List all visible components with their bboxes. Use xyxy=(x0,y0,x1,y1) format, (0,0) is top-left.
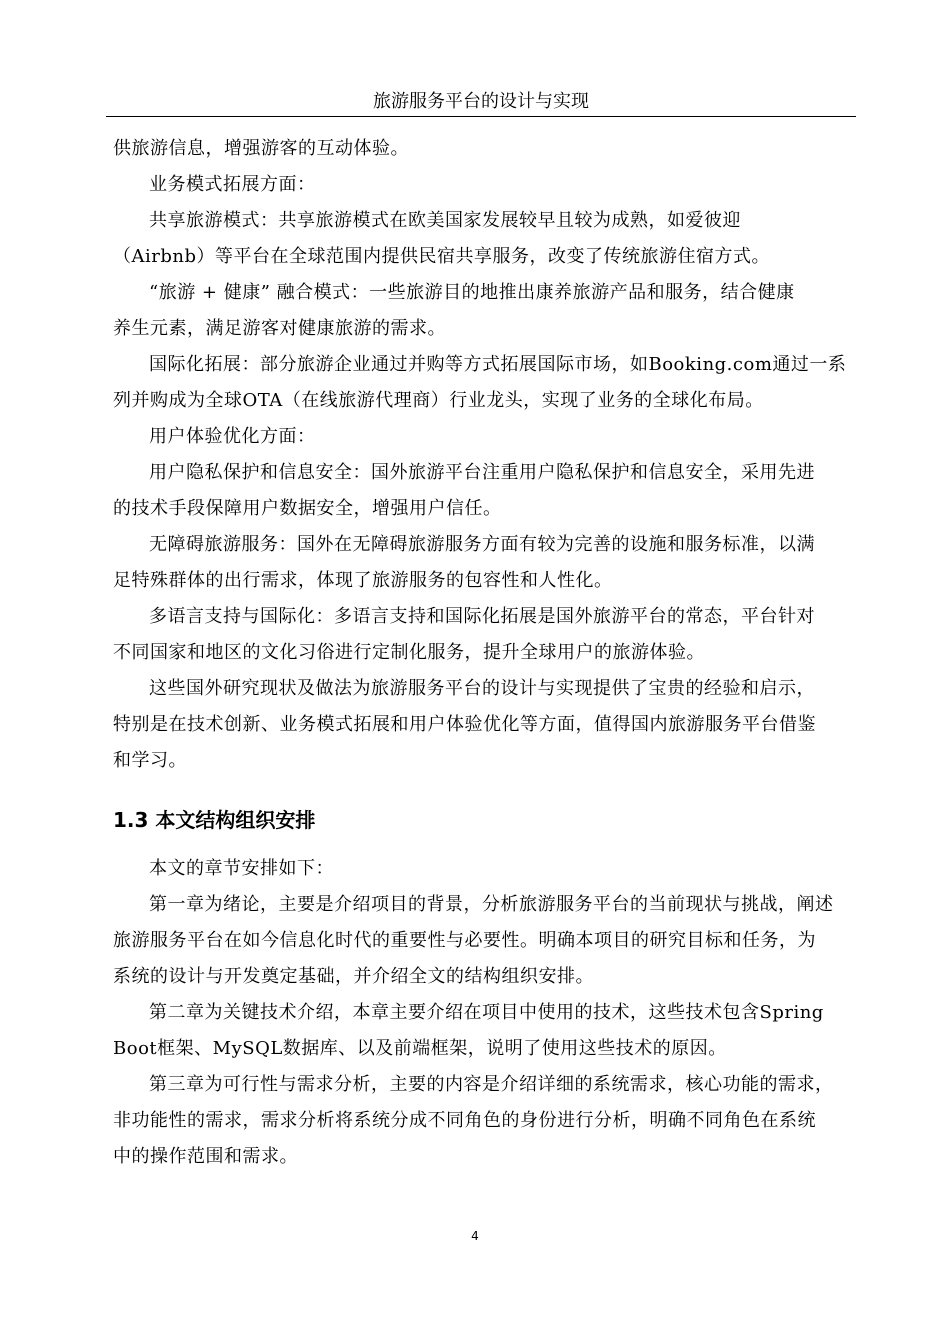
body-text-line: 本文的章节安排如下： xyxy=(149,858,334,879)
subheading-business-model: 业务模式拓展方面： xyxy=(149,174,316,195)
body-text-line: 养生元素，满足游客对健康旅游的需求。 xyxy=(113,318,446,339)
body-text-line: 国际化拓展：部分旅游企业通过并购等方式拓展国际市场，如Booking.com通过一系 xyxy=(149,354,847,375)
body-text-line: 系统的设计与开发奠定基础，并介绍全文的结构组织安排。 xyxy=(113,966,594,987)
body-text-line: 这些国外研究现状及做法为旅游服务平台的设计与实现提供了宝贵的经验和启示， xyxy=(149,678,815,699)
body-text-line: 供旅游信息，增强游客的互动体验。 xyxy=(113,138,409,159)
body-text-line: 多语言支持与国际化：多语言支持和国际化拓展是国外旅游平台的常态，平台针对 xyxy=(149,606,815,627)
body-text-line: 用户隐私保护和信息安全：国外旅游平台注重用户隐私保护和信息安全，采用先进 xyxy=(149,462,815,483)
body-text-line: “旅游 + 健康” 融合模式：一些旅游目的地推出康养旅游产品和服务，结合健康 xyxy=(149,282,795,303)
body-text-line: 非功能性的需求，需求分析将系统分成不同角色的身份进行分析，明确不同角色在系统 xyxy=(113,1110,816,1131)
body-text-line: Boot框架、MySQL数据库、以及前端框架，说明了使用这些技术的原因。 xyxy=(113,1038,727,1059)
body-text-line: 和学习。 xyxy=(113,750,187,771)
body-text-line: 列并购成为全球OTA（在线旅游代理商）行业龙头，实现了业务的全球化布局。 xyxy=(113,390,764,411)
body-text-line: 旅游服务平台在如今信息化时代的重要性与必要性。明确本项目的研究目标和任务，为 xyxy=(113,930,816,951)
body-text-line: 的技术手段保障用户数据安全，增强用户信任。 xyxy=(113,498,502,519)
page-number: 4 xyxy=(471,1229,479,1243)
body-text-line: 共享旅游模式：共享旅游模式在欧美国家发展较早且较为成熟，如爱彼迎 xyxy=(149,210,741,231)
body-text-line: 无障碍旅游服务：国外在无障碍旅游服务方面有较为完善的设施和服务标准，以满 xyxy=(149,534,815,555)
body-text-line: 第一章为绪论，主要是介绍项目的背景，分析旅游服务平台的当前现状与挑战，阐述 xyxy=(149,894,834,915)
body-text-line: 第二章为关键技术介绍，本章主要介绍在项目中使用的技术，这些技术包含Spring xyxy=(149,1002,824,1023)
body-text-line: 第三章为可行性与需求分析，主要的内容是介绍详细的系统需求，核心功能的需求， xyxy=(149,1074,834,1095)
body-text-line: 中的操作范围和需求。 xyxy=(113,1146,298,1167)
section-heading-1-3: 1.3 本文结构组织安排 xyxy=(113,808,316,832)
body-text-line: （Airbnb）等平台在全球范围内提供民宿共享服务，改变了传统旅游住宿方式。 xyxy=(113,246,770,267)
body-text-line: 不同国家和地区的文化习俗进行定制化服务，提升全球用户的旅游体验。 xyxy=(113,642,705,663)
running-header: 旅游服务平台的设计与实现 xyxy=(106,88,856,117)
subheading-user-experience: 用户体验优化方面： xyxy=(149,426,316,447)
body-text-line: 足特殊群体的出行需求，体现了旅游服务的包容性和人性化。 xyxy=(113,570,613,591)
body-text-line: 特别是在技术创新、业务模式拓展和用户体验优化等方面，值得国内旅游服务平台借鉴 xyxy=(113,714,816,735)
